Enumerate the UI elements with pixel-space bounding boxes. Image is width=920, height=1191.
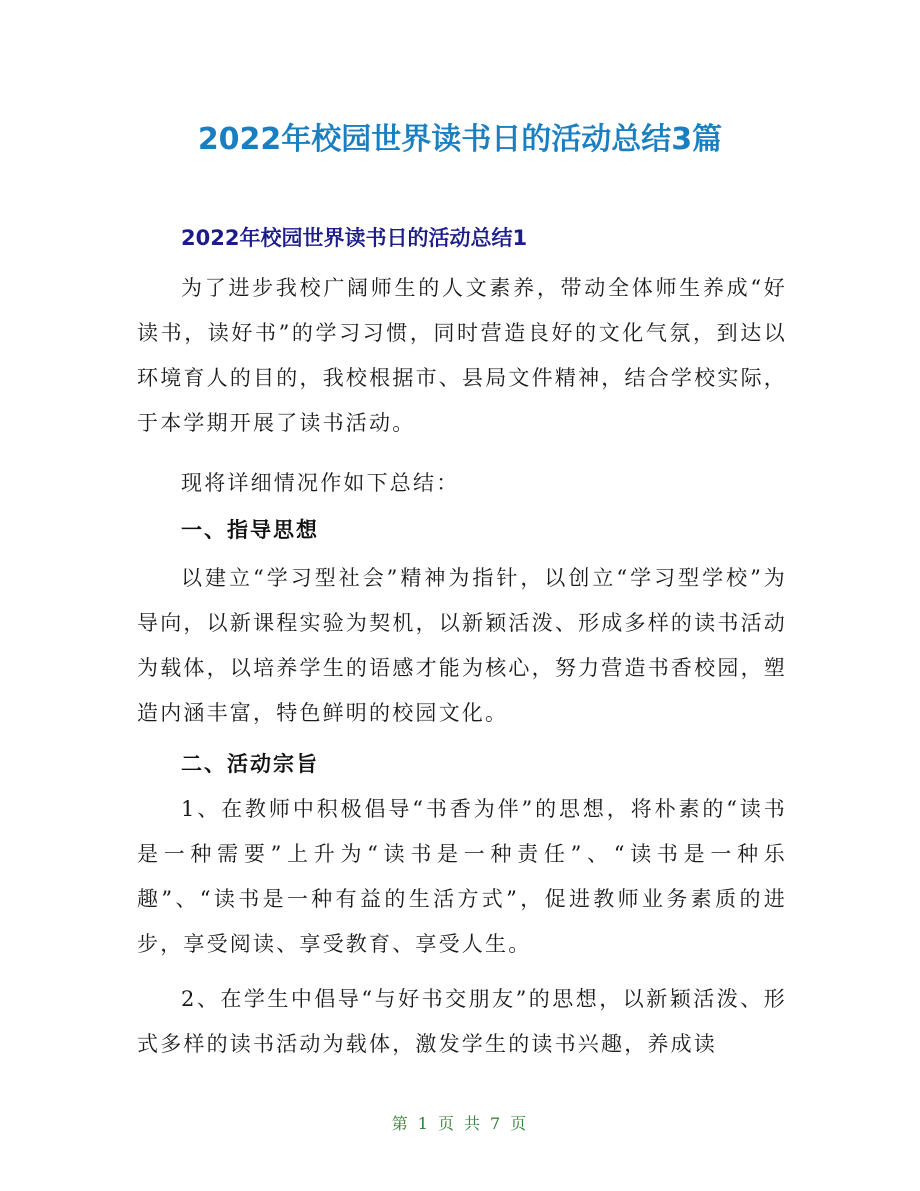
paragraph-purpose-2: 2、在学生中倡导“与好书交朋友”的思想，以新颖活泼、形式多样的读书活动为载体，激发学生的读书兴趣，养成读 (137, 987, 787, 1056)
paragraph-intro: 为了进步我校广阔师生的人文素养，带动全体师生养成“好读书，读好书”的学习习惯，同时营造良好的文化气氛，到达以环境育人的目的，我校根据市、县局文件精神，结合学校实际，于本学期开展了读书活动。 (137, 276, 787, 435)
page-footer (0, 1112, 920, 1136)
footer-page-number: 1 (417, 1114, 430, 1133)
footer-total-pages: 7 (490, 1114, 503, 1133)
paragraph-guiding-ideology: 以建立“学习型社会”精神为指针，以创立“学习型学校”为导向，以新课程实验为契机，以新颖活泼、形成多样的读书活动为载体，以培养学生的语感才能为核心，努力营造书香校园，塑造内涵丰富，特色鲜明的校园文化。 (137, 566, 787, 725)
heading-activity-purpose: 二、活动宗旨 (181, 752, 319, 776)
footer-gong: 共 (464, 1114, 483, 1133)
footer-ye: 页 (437, 1114, 456, 1133)
paragraph-purpose-1: 1、在教师中积极倡导“书香为伴”的思想，将朴素的“读书是一种需要”上升为“读书是一种责任”、“读书是一种乐趣”、“读书是一种有益的生活方式”，促进教师业务素质的进步，享受阅读、享受教育、享受人生。 (137, 797, 787, 956)
footer-ye-2: 页 (510, 1114, 529, 1133)
footer-di: 第 (391, 1114, 410, 1133)
document-title: 2022年校园世界读书日的活动总结3篇 (197, 122, 723, 157)
paragraph-summary-lead: 现将详细情况作如下总结： (181, 471, 460, 495)
section-subtitle: 2022年校园世界读书日的活动总结1 (181, 226, 528, 250)
heading-guiding-ideology: 一、指导思想 (181, 518, 319, 542)
